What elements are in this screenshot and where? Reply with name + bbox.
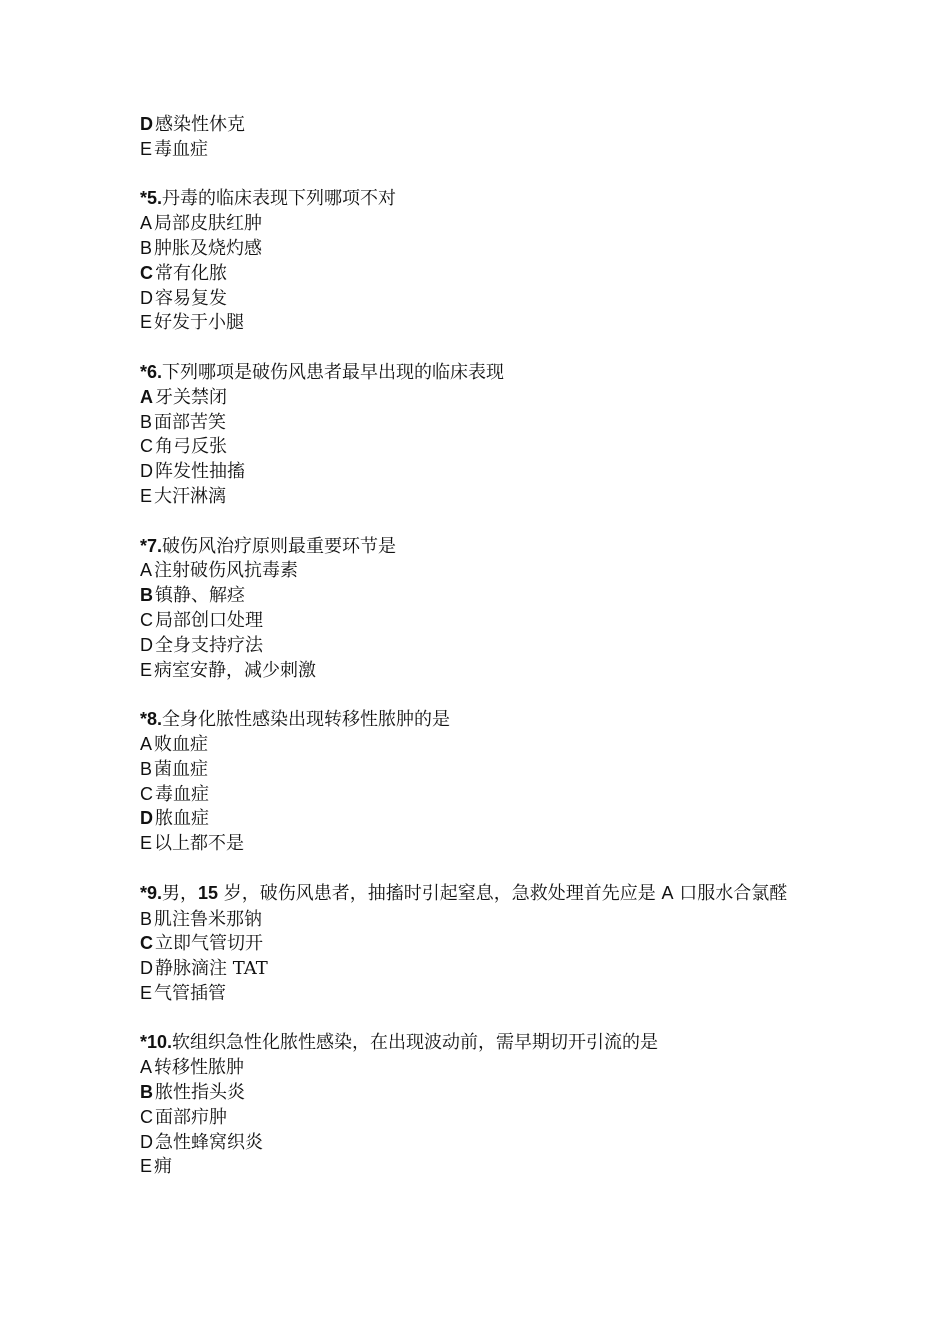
option-d: D 阵发性抽搐 [140,461,245,483]
option-d: D 静脉滴注 TAT [140,958,268,980]
option-d: D 急性蜂窝织炎 [140,1131,263,1153]
question-8: *8.全身化脓性感染出现转移性脓肿的是 [140,709,451,731]
option-b: B 镇静、解痉 [140,585,245,607]
option-b: B 面部苦笑 [140,411,227,433]
option-d: D 容易复发 [140,287,227,309]
document-page [140,112,820,1179]
option-a: A 局部皮肤红肿 [140,213,263,235]
option-e: E 好发于小腿 [140,312,245,334]
option-e: E 病室安静，减少刺激 [140,659,317,681]
option-c: C 面部疖肿 [140,1106,227,1128]
option-a: A 牙关禁闭 [140,386,227,408]
option-a: A 注射破伤风抗毒素 [140,560,299,582]
option-a: A 败血症 [140,733,209,755]
option-c: C 常有化脓 [140,262,227,284]
question-10: *10.软组织急性化脓性感染，在出现波动前，需早期切开引流的是 [140,1032,659,1054]
option-b: B 菌血症 [140,758,209,780]
option-e: E 以上都不是 [140,833,245,855]
option-c: C 局部创口处理 [140,609,263,631]
question-5: *5.丹毒的临床表现下列哪项不对 [140,188,397,210]
option-e: E 大汗淋漓 [140,485,227,507]
question-7: *7.破伤风治疗原则最重要环节是 [140,535,397,557]
option-c: C 立即气管切开 [140,933,263,955]
option-e: E 气管插管 [140,982,227,1004]
option-d: D 全身支持疗法 [140,634,263,656]
option-d: D 脓血症 [140,808,209,830]
option-a: A 转移性脓肿 [140,1057,245,1079]
question-9: *9.男，15 岁，破伤风患者，抽搐时引起窒息，急救处理首先应是 A 口服水合氯醛 [140,882,788,904]
question-6: *6.下列哪项是破伤风患者最早出现的临床表现 [140,361,505,383]
option-b: B 肌注鲁米那钠 [140,908,263,930]
option-b: B 脓性指头炎 [140,1082,245,1104]
option-c: C 角弓反张 [140,436,227,458]
option-e: E 毒血症 [140,138,209,160]
option-d: D 感染性休克 [140,114,245,135]
option-b: B 肿胀及烧灼感 [140,237,263,259]
option-c: C 毒血症 [140,783,209,805]
option-e: E 痈 [140,1156,173,1178]
